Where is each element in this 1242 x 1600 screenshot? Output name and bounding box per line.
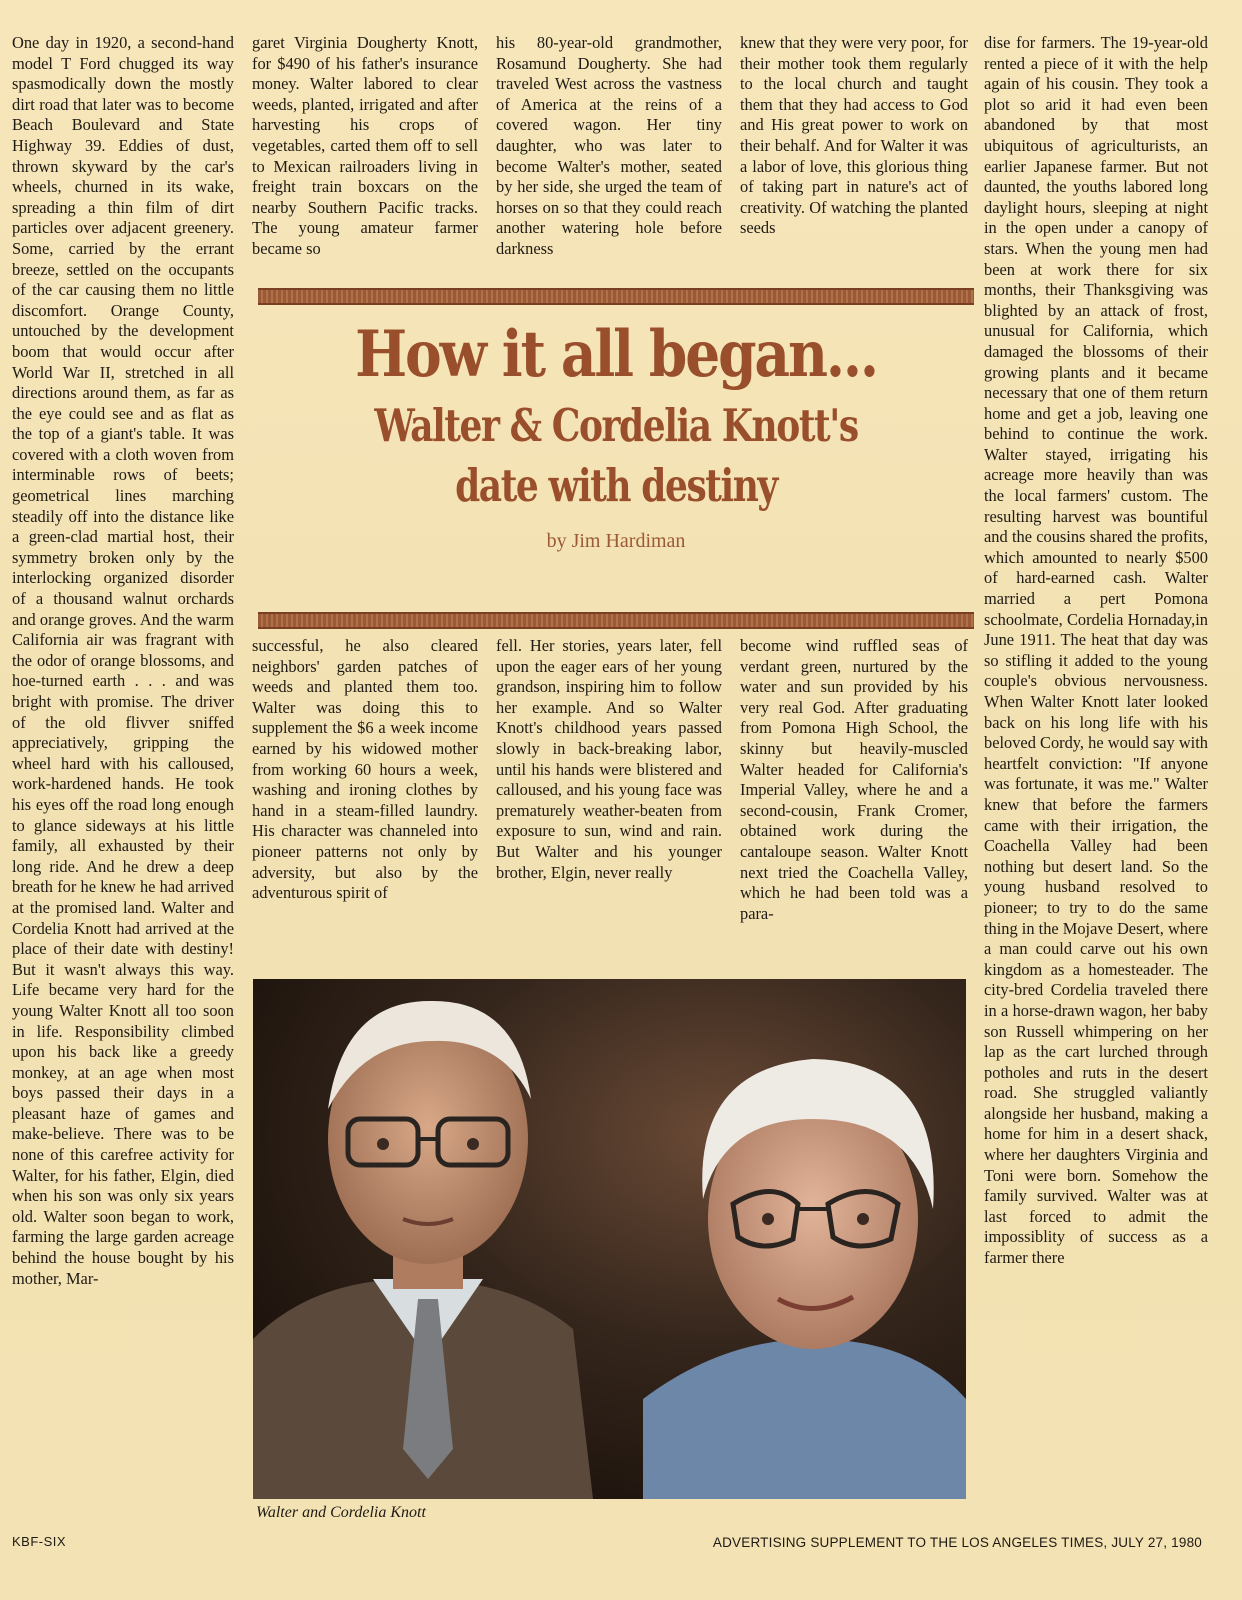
portrait-illustration bbox=[253, 979, 966, 1499]
headline-block bbox=[258, 310, 974, 554]
page-label: KBF-SIX bbox=[12, 1534, 67, 1549]
article-text: his 80-year-old grandmother, Rosamund Dougherty. She had traveled West across the vastness of America at the reins of a covered wagon. Her tiny daughter, who was later to become Walter's mother, seated by her side, she urged the team of horses on so that they could reach another watering hole before darkness bbox=[496, 33, 722, 258]
article-text: knew that they were very poor, for their mother took them regularly to the local church and taught them that they had access to God and His great power to work on their behalf. And for Walter it was a labor of love, this glorious thing of taking part in nature's act of creativity. Of watching the planted seeds bbox=[740, 33, 968, 238]
decorative-rule-bottom bbox=[258, 612, 974, 629]
article-text: dise for farmers. The 19-year-old rented a piece of it with the help again of his cousin. They took a plot so arid it had even been abandoned by that most ubiquitous of agriculturists, an earlier Japanese farmer. But not daunted, the youths labored long daylight hours, sleeping at night in the open under a canopy of stars. When the young men had been at work there for six months, their Thanksgiving was blighted by an attack of frost, unusual for California, which damaged the blossoms of their growing plants and it became necessary that one of them return home and get a job, leaving one behind to continue the work. Walter stayed, irrigating his acreage more heavily than was the local farmers' custom. The resulting harvest was bountiful and the cousins shared the profits, which amounted to nearly $500 of hard-earned cash. Walter married a pert Pomona schoolmate, Cordelia Hornaday,in June 1911. The heat that day was so stifling it added to the young couple's obvious nervousness. When Walter Knott later looked back on his long life with his beloved Cordy, he would say with heartfelt conviction: "If anyone was fortunate, it was me." Walter knew that before the farmers came with their irrigation, the Coachella Valley had been nothing but desert land. So the young husband resolved to pioneer; to try to do the same thing in the Mojave Desert, where a man could carve out his own kingdom as a homesteader. The city-bred Cordelia traveled there in a horse-drawn wagon, her baby son Russell whimpering on her lap as the cart lurched through potholes and ruts in the desert road. She struggled valiantly alongside her husband, making a home for him in a desert shack, where her daughters Virginia and Toni were born. Somehow the family survived. Walter was at last forced to admit the impossiblity of success as a farmer there bbox=[984, 33, 1208, 1268]
byline: by Jim Hardiman bbox=[546, 530, 686, 552]
article-text: fell. Her stories, years later, fell upon the eager ears of her young grandson, inspiring him to follow her example. And so Walter Knott's childhood years passed slowly in back-breaking labor, until his hands were blistered and calloused, and his young face was prematurely weather-beaten from exposure to sun, wind and rain. But Walter and his younger brother, Elgin, never really bbox=[496, 636, 722, 882]
portrait-photo bbox=[253, 979, 966, 1499]
article-column-2-bottom bbox=[252, 636, 478, 904]
article-text: garet Virginia Dougherty Knott, for $490 of his father's insurance money. Walter labored to clear weeds, planted, irrigated and after harvesting his crops of vegetables, carted them off to sell to Mexican railroaders living in freight train boxcars on the nearby Southern Pacific tracks. The young amateur farmer became so bbox=[252, 33, 478, 258]
headline-title: How it all began... bbox=[355, 317, 877, 392]
article-column-2-top bbox=[252, 33, 478, 260]
article-text: successful, he also cleared neighbors' garden patches of weeds and planted them too. Walter was doing this to supplement the $6 a week income earned by his widowed mother from working 60 hours a week, washing and ironing clothes by hand in a steam-filled laundry. His character was channeled into pioneer patterns not only by adversity, but also by the adventurous spirit of bbox=[252, 636, 478, 903]
headline-subtitle-line-2: date with destiny bbox=[455, 459, 777, 512]
article-column-4-top bbox=[740, 33, 968, 239]
article-column-4-bottom bbox=[740, 636, 968, 924]
supplement-footer: ADVERTISING SUPPLEMENT TO THE LOS ANGELES TIMES, JULY 27, 1980 bbox=[712, 1535, 1202, 1550]
article-text: become wind ruffled seas of verdant green, nurtured by the water and sun provided by his very real God. After graduating from Pomona High School, the skinny but heavily-muscled Walter headed for California's Imperial Valley, where he and a second-cousin, Frank Cromer, obtained work during the cantaloupe season. Walter Knott next tried the Coachella Valley, which he had been told was a para- bbox=[740, 636, 968, 923]
decorative-rule-top bbox=[258, 288, 974, 305]
article-column-3-top bbox=[496, 33, 722, 260]
headline-subtitle-line-1: Walter & Cordelia Knott's bbox=[374, 399, 858, 452]
article-text: One day in 1920, a second-hand model T Ford chugged its way spasmodically down the mostly dirt road that later was to become Beach Boulevard and State Highway 39. Eddies of dust, thrown skyward by the car's wheels, churned in its wake, spreading a thin film of dirt particles over adjacent greenery. Some, carried by the errant breeze, settled on the occupants of the car causing them no little discomfort. Orange County, untouched by the development boom that would occur after World War II, stretched in all directions around them, as far as the eye could see and as flat as the top of a giant's table. It was covered with a cloth woven from interminable rows of beets; geometrical lines marching steadily off into the distance like a green-clad martial host, their symmetry broken only by the interlocking organized disorder of a thousand walnut orchards and orange groves. And the warm California air was fragrant with the odor of orange blossoms, and hoe-turned earth . . . and was bright with promise. The driver of the old flivver sniffed appreciatively, gripping the wheel hard with his calloused, work-hardened hands. He took his eyes off the road long enough to glance sideways at his little family, all exhausted by their long ride. And he drew a deep breath for he knew he had arrived at the promised land. Walter and Cordelia Knott had arrived at the place of their date with destiny! But it wasn't always this way. Life became very hard for the young Walter Knott all too soon in life. Responsibility climbed upon his back like a greedy monkey, at an age when most boys passed their days in a pleasant haze of games and make-believe. There was to be none of this carefree activity for Walter, for his father, Elgin, died when his son was only six years old. Walter soon began to work, farming the large garden acreage behind the house bought by his mother, Mar- bbox=[12, 33, 234, 1288]
photo-caption: Walter and Cordelia Knott bbox=[256, 1504, 426, 1521]
article-column-5 bbox=[984, 33, 1208, 1269]
article-column-1 bbox=[12, 33, 234, 1289]
article-column-3-bottom bbox=[496, 636, 722, 883]
